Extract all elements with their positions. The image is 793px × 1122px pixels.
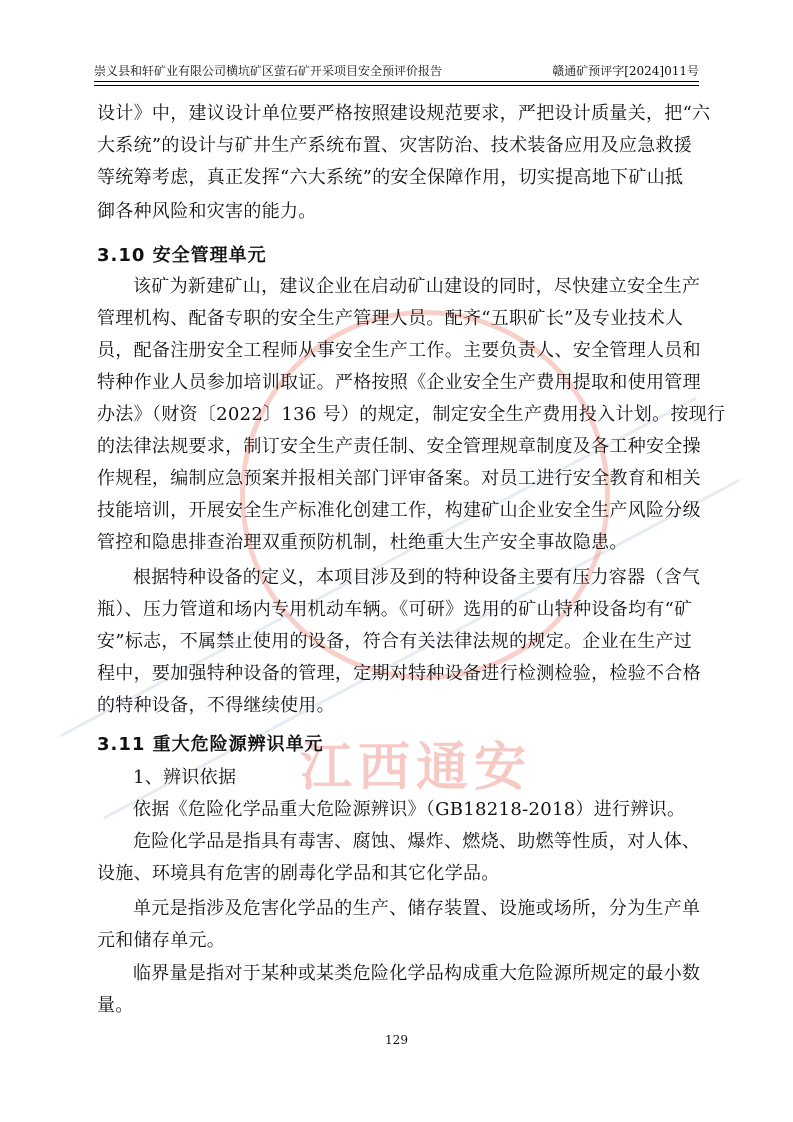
page-number: 129 (385, 1033, 408, 1047)
text-line: 程中，要加强特种设备的管理，定期对特种设备进行检测检验，检验不合格 (97, 663, 701, 684)
section-heading-3-10: 3.10 安全管理单元 (97, 245, 267, 266)
text-line: 危险化学品是指具有毒害、腐蚀、爆炸、燃烧、助燃等性质，对人体、 (133, 831, 701, 852)
text-line: 单元是指涉及危害化学品的生产、储存装置、设施或场所，分为生产单 (133, 898, 701, 919)
report-title: 崇义县和轩矿业有限公司横坑矿区萤石矿开采项目安全预评价报告 (94, 64, 443, 78)
header-rule (94, 81, 699, 82)
text-line: 量。 (97, 995, 134, 1016)
text-line: 临界量是指对于某种或某类危险化学品构成重大危险源所规定的最小数 (133, 963, 701, 984)
text-line: 瓶）、压力管道和场内专用机动车辆。《可研》选用的矿山特种设备均有“矿 (97, 599, 693, 620)
text-line: 特种作业人员参加培训取证。严格按照《企业安全生产费用提取和使用管理 (97, 372, 701, 393)
text-line: 作规程，编制应急预案并报相关部门评审备案。对员工进行安全教育和相关 (97, 468, 701, 489)
text-line: 办法》（财资〔2022〕136 号）的规定，制定安全生产费用投入计划。按现行 (97, 404, 726, 425)
page-header (94, 57, 699, 79)
text-line: 设施、环境具有危害的剧毒化学品和其它化学品。 (97, 863, 500, 884)
text-line: 根据特种设备的定义，本项目涉及到的特种设备主要有压力容器（含气 (133, 567, 701, 588)
header-rule-thin (94, 85, 699, 86)
watermark-text: 江西通安 (300, 738, 533, 798)
text-line: 设计》中，建议设计单位要严格按照建设规范要求，严把设计质量关，把“六 (97, 103, 711, 124)
text-line: 技能培训，开展安全生产标准化创建工作，构建矿山企业安全生产风险分级 (97, 500, 701, 521)
list-item: 1、辨识依据 (133, 767, 237, 788)
text-line: 的特种设备，不得继续使用。 (97, 695, 335, 716)
text-line: 御各种风险和灾害的能力。 (97, 201, 317, 222)
text-line: 管控和隐患排查治理双重预防机制，杜绝重大生产安全事故隐患。 (97, 532, 628, 553)
text-line: 大系统”的设计与矿井生产系统布置、灾害防治、技术装备应用及应急救援 (97, 135, 693, 156)
text-line: 员，配备注册安全工程师从事安全生产工作。主要负责人、安全管理人员和 (97, 340, 701, 361)
text-line: 该矿为新建矿山，建议企业在启动矿山建设的同时，尽快建立安全生产 (133, 276, 701, 297)
text-line: 依据《危险化学品重大危险源辨识》（GB18218-2018）进行辨识。 (133, 799, 686, 820)
report-number: 赣通矿预评字[2024]011号 (552, 64, 699, 78)
text-line: 的法律法规要求，制订安全生产责任制、安全管理规章制度及各工种安全操 (97, 436, 701, 457)
text-line: 等统筹考虑，真正发挥“六大系统”的安全保障作用，切实提高地下矿山抵 (97, 167, 684, 188)
text-line: 管理机构、配备专职的安全生产管理人员。配齐“五职矿长”及专业技术人 (97, 308, 684, 329)
text-line: 安”标志，不属禁止使用的设备，符合有关法律法规的规定。企业在生产过 (97, 631, 693, 652)
section-heading-3-11: 3.11 重大危险源辨识单元 (97, 734, 324, 755)
text-line: 元和储存单元。 (97, 930, 226, 951)
